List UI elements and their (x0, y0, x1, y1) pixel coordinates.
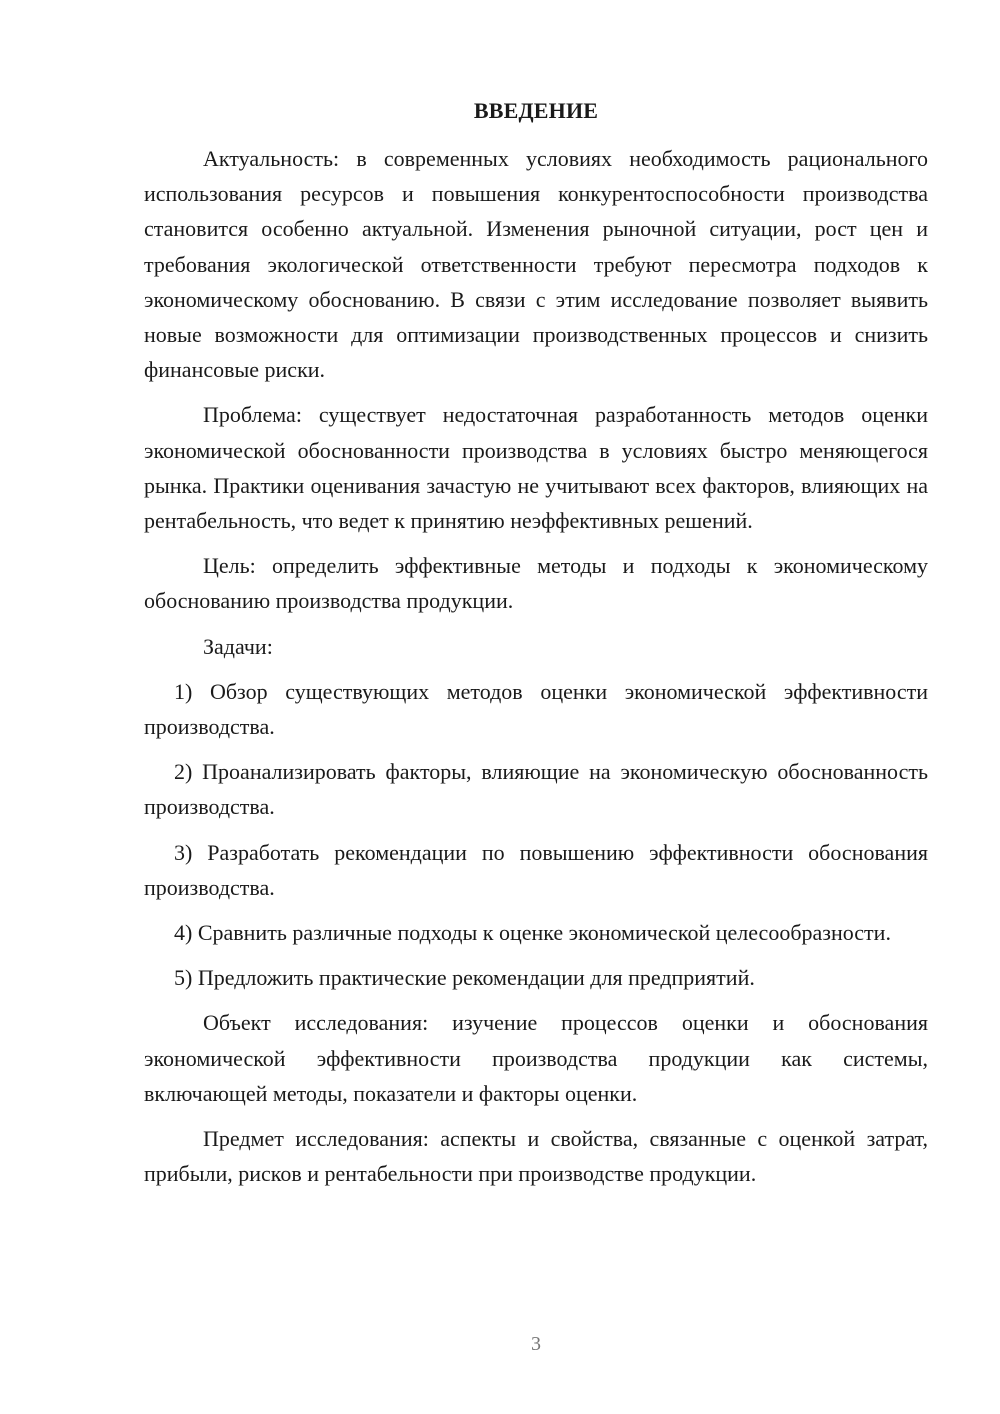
section-title: ВВЕДЕНИЕ (473, 98, 599, 123)
page-number: 3 (531, 1333, 541, 1355)
task-item-2: 2) Проанализировать факторы, влияющие на экономическую обоснованность производства. (144, 759, 928, 820)
task-item-1: 1) Обзор существующих методов оценки экономической эффективности производства. (144, 678, 928, 740)
paragraph-relevance: Актуальность: в современных условиях необходимость рационального использования ресурсов и повышения конкурентоспособности производства становится особенно актуальной. Изменения рыночной ситуации, рост цен и требования экологической ответственности требуют пересмотра подходов к экономическому обоснованию. В связи с этим исследование позволяет выявить новые возможности для оптимизации производственных процессов и снизить финансовые риски. (144, 146, 928, 383)
document-body (144, 141, 928, 1201)
paragraph-subject: Предмет исследования: аспекты и свойства, связанные с оценкой затрат, прибыли, рисков и рентабельности при производстве продукции. (144, 1126, 928, 1187)
paragraph-tasks-heading: Задачи: (203, 633, 273, 659)
document-page (144, 0, 928, 1414)
paragraph-goal: Цель: определить эффективные методы и подходы к экономическому обоснованию производства продукции. (144, 553, 928, 614)
task-item-3: 3) Разработать рекомендации по повышению эффективности обоснования производства. (144, 839, 928, 900)
paragraph-object: Объект исследования: изучение процессов оценки и обоснования экономической эффективности производства продукции как системы, включающей методы, показатели и факторы оценки. (144, 1010, 928, 1106)
task-item-5: 5) Предложить практические рекомендации для предприятий. (174, 965, 755, 991)
task-item-4: 4) Сравнить различные подходы к оценке экономической целесообразности. (174, 920, 891, 946)
paragraph-problem: Проблема: существует недостаточная разработанность методов оценки экономической обоснованности производства в условиях быстро меняющегося рынка. Практики оценивания зачастую не учитывают всех факторов, влияющих на рентабельность, что ведет к принятию неэффективных решений. (144, 402, 928, 534)
